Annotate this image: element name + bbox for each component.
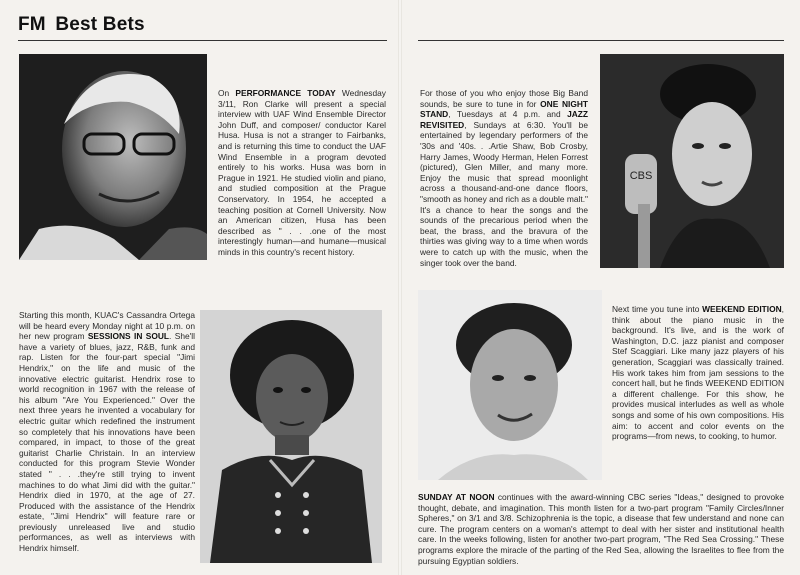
weekend-edition-program: WEEKEND EDITION bbox=[702, 304, 782, 314]
husa-photo bbox=[19, 54, 207, 260]
header-rule bbox=[18, 40, 387, 41]
fm-logo: FM bbox=[18, 14, 46, 35]
performance-today-text: On PERFORMANCE TODAY Wednesday 3/11, Ron Clarke will present a special interview with UAF Wind Ensemble Director John Duff, and composer/ conductor Karel Husa. Husa is not a stranger to Fairbanks, and is returning this time to conduct the UAF Wind Ensemble in a program devoted entirely to his works. Husa was born in Prague in 1921. He studied violin and piano, and studied composition at the Prague Conservatory. In 1954, he accepted a teaching position at Cornell University. Now an American citizen, Husa has been described as " . . .one of the most interestingly human—and humane—musical minds in this country's recent history. bbox=[218, 88, 386, 257]
forrest-portrait-icon bbox=[600, 54, 784, 268]
jazz-revisited-program: JAZZ REVISITED bbox=[420, 109, 588, 130]
sessions-in-soul-program: SESSIONS IN SOUL bbox=[87, 331, 170, 342]
forrest-photo bbox=[600, 54, 784, 268]
right-page bbox=[400, 0, 800, 575]
big-band-text: For those of you who enjoy those Big Band sounds, be sure to tune in for ONE NIGHT STAND, Tuesdays at 4 p.m. and JAZZ REVISITED, Sundays at 6:30. You'll be entertained by legendary performers of the '30s and '40s. . .Artie Shaw, Bob Crosby, Harry James, Woody Herman, Helen Forrest (pictured), Glen Miller, and many more. Enjoy the music that spread moonlight across a thousand-and-one dance floors, "smooth as honey and rich as a double malt." It's a chance to hear the songs and the sounds of the precarious period when the beat, the brass, and the bravura of the thirties was giving way to a time when words were to catch up with the music, when the singer took over the band. bbox=[420, 88, 589, 268]
hendrix-portrait-icon bbox=[200, 310, 382, 563]
husa-portrait-icon bbox=[19, 54, 207, 260]
sunday-at-noon-program: SUNDAY AT NOON bbox=[418, 492, 495, 502]
scaggiari-photo bbox=[418, 290, 602, 480]
weekend-edition-text: Next time you tune into WEEKEND EDITION, think about the piano music in the background. It's live, and is the work of Washington, D.C. jazz pianist and composer Stef Scaggiari. Like many jazz players of his generation, Scaggiari was classically trained. His work takes him from jam sessions to the concert hall, but he finds WEEKEND EDITION a different challenge. For this show, he provides musical interludes as well as whole songs and some of his own compositions. His aim: to accent and color events on the programs—from news, to cooking, to humor. bbox=[612, 304, 784, 442]
performance-today-program: PERFORMANCE TODAY bbox=[235, 88, 336, 98]
one-night-stand-program: ONE NIGHT STAND bbox=[420, 98, 589, 120]
page-header bbox=[18, 14, 145, 36]
sunday-at-noon-text: SUNDAY AT NOON continues with the award-winning CBC series "Ideas," designed to provoke thought, debate, and imagination. This month listen for a two-part program "Family Circles/Inner Spheres," on 3/1 and 3/8. Schizophrenia is the topic, a disease that few understand and none can cure. The program centers on a woman's attempt to deal with her sister and institutional health care. In the weeks following, listen for another two-part program, "The Red Sea Crossing." These programs explore the miracle of the parting of the Red Sea, allowing the Israelites to flee from the pursuing Egyptian soldiers. bbox=[418, 492, 785, 566]
right-header-rule bbox=[418, 40, 784, 41]
scaggiari-portrait-icon bbox=[418, 290, 602, 480]
svg-text:CBS: CBS bbox=[629, 170, 653, 182]
sessions-in-soul-text: Starting this month, KUAC's Cassandra Ortega will be heard every Monday night at 10 p.m. on her new program SESSIONS IN SOUL. She'll have a variety of blues, jazz, R&B, funk and rap. Listen for the four-part special "Jimi Hendrix," on the life and music of the innovative electric guitarist. Hendrix rose to world recognition in 1967 with the release of his album "Are You Experienced." Over the next three years he invented a vocabulary for electric guitar which redefined the instrument so completely that his innovations have been compared, in impact, to those of the great guitarist Charlie Christain. In an interview conducted for this program Stevie Wonder stated " . . .they're still trying to invent machines to do what Jimi did with the guitar." Hendrix died in 1970, at the age of 27. Produced with the assistance of the Hendrix estate, "Jimi Hendrix" will feature rare or previously unreleased live and studio performances, as well as interviews with Hendrix himself. bbox=[19, 310, 195, 554]
page-title: Best Bets bbox=[55, 14, 145, 35]
hendrix-photo bbox=[200, 310, 382, 563]
